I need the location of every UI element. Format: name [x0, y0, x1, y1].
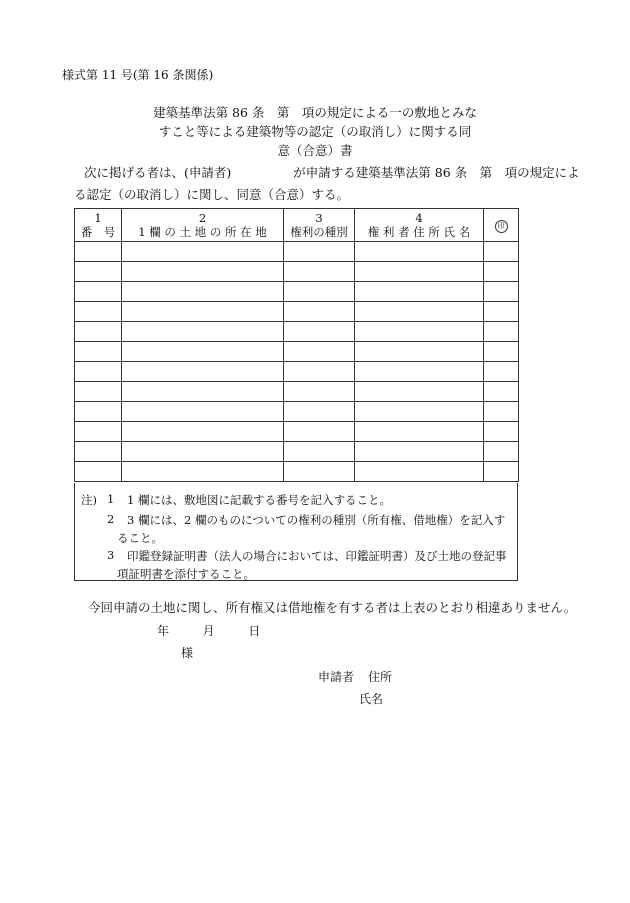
- table-row: [75, 322, 519, 342]
- table-cell[interactable]: [75, 322, 122, 342]
- header-number-num: 1: [94, 211, 102, 225]
- table-cell[interactable]: [284, 242, 355, 262]
- table-header-row: [75, 209, 519, 242]
- addressee-honorific: 様: [181, 646, 194, 660]
- note-3-number: 3: [107, 548, 115, 562]
- table-cell[interactable]: [284, 402, 355, 422]
- name-label: 氏名: [359, 692, 384, 706]
- table-cell[interactable]: [484, 462, 519, 482]
- table-row: [75, 282, 519, 302]
- table-cell[interactable]: [284, 342, 355, 362]
- table-row: [75, 402, 519, 422]
- address-label: 住所: [368, 670, 393, 684]
- table-cell[interactable]: [355, 262, 484, 282]
- table-cell[interactable]: [75, 462, 122, 482]
- table-cell[interactable]: [284, 302, 355, 322]
- table-row: [75, 242, 519, 262]
- table-cell[interactable]: [122, 302, 284, 322]
- date-line: [157, 622, 260, 639]
- header-land-location-num: 2: [198, 211, 207, 225]
- table-cell[interactable]: [284, 282, 355, 302]
- header-number-label: 番 号: [80, 225, 116, 239]
- table-cell[interactable]: [355, 402, 484, 422]
- table-cell[interactable]: [355, 282, 484, 302]
- table-cell[interactable]: [75, 402, 122, 422]
- document-title-line-3: 意（合意）書: [277, 143, 353, 158]
- note-2-continuation: ること。: [117, 531, 163, 545]
- table-cell[interactable]: [355, 302, 484, 322]
- note-1-text: 1 欄には、敷地図に記載する番号を記入すること。: [127, 493, 391, 507]
- table-row: [75, 362, 519, 382]
- table-cell[interactable]: [122, 462, 284, 482]
- note-2-text: 3 欄には、2 欄のものについての権利の種別（所有権、借地権）を記入す: [127, 513, 506, 527]
- note-2-number: 2: [107, 512, 115, 526]
- table-cell[interactable]: [284, 442, 355, 462]
- table-cell[interactable]: [355, 362, 484, 382]
- header-right-type-num: 3: [315, 211, 323, 225]
- note-3-text: 印鑑登録証明書（法人の場合においては、印鑑証明書）及び土地の登記事: [127, 549, 507, 563]
- table-cell[interactable]: [75, 262, 122, 282]
- intro-line-1: [84, 163, 580, 181]
- table-cell[interactable]: [122, 322, 284, 342]
- intro-law-text: が申請する建築基準法第 86 条 第 項の規定によ: [293, 165, 580, 180]
- table-cell[interactable]: [355, 462, 484, 482]
- header-right-holder-label: 権 利 者 住 所 氏 名: [367, 225, 471, 239]
- table-cell[interactable]: [484, 382, 519, 402]
- header-number: [75, 209, 122, 242]
- document-title-line-1: 建築基準法第 86 条 第 項の規定による一の敷地とみな: [153, 105, 477, 120]
- note-1-number: 1: [107, 492, 115, 506]
- table-cell[interactable]: [284, 362, 355, 382]
- notes-box: [74, 483, 518, 581]
- table-cell[interactable]: [484, 242, 519, 262]
- header-land-location: [122, 209, 284, 242]
- table-row: [75, 382, 519, 402]
- table-cell[interactable]: [484, 302, 519, 322]
- table-cell[interactable]: [122, 342, 284, 362]
- table-cell[interactable]: [284, 462, 355, 482]
- seal-icon: 印: [495, 220, 508, 233]
- table-cell[interactable]: [284, 262, 355, 282]
- table-cell[interactable]: [484, 282, 519, 302]
- table-cell[interactable]: [75, 362, 122, 382]
- table-cell[interactable]: [75, 342, 122, 362]
- consent-table: [74, 208, 519, 482]
- document-title-line-2: すこと等による建築物等の認定（の取消し）に関する同: [158, 124, 472, 139]
- intro-applicant-text: 次に掲げる者は、(申請者): [84, 165, 232, 180]
- table-cell[interactable]: [75, 242, 122, 262]
- table-cell[interactable]: [484, 442, 519, 462]
- table-cell[interactable]: [355, 442, 484, 462]
- table-cell[interactable]: [284, 382, 355, 402]
- day-label: 日: [248, 624, 261, 638]
- table-cell[interactable]: [122, 422, 284, 442]
- year-label: 年: [157, 624, 170, 638]
- table-row: [75, 262, 519, 282]
- applicant-line: [318, 668, 392, 685]
- header-right-holder: [355, 209, 484, 242]
- table-cell[interactable]: [284, 422, 355, 442]
- table-cell[interactable]: [75, 422, 122, 442]
- table-cell[interactable]: [484, 262, 519, 282]
- table-cell[interactable]: [484, 422, 519, 442]
- note-3-continuation: 項証明書を添付すること。: [117, 567, 255, 581]
- table-row: [75, 462, 519, 482]
- table-cell[interactable]: [355, 322, 484, 342]
- table-row: [75, 422, 519, 442]
- notes-prefix: 注): [81, 493, 97, 507]
- table-cell[interactable]: [484, 362, 519, 382]
- header-right-holder-num: 4: [415, 211, 423, 225]
- table-cell[interactable]: [75, 282, 122, 302]
- table-cell[interactable]: [122, 282, 284, 302]
- table-cell[interactable]: [484, 322, 519, 342]
- table-cell[interactable]: [484, 342, 519, 362]
- table-cell[interactable]: [284, 322, 355, 342]
- declaration-statement: 今回申請の土地に関し、所有権又は借地権を有する者は上表のとおり相違ありません。: [88, 600, 577, 615]
- table-cell[interactable]: [355, 242, 484, 262]
- month-label: 月: [202, 624, 215, 638]
- table-cell[interactable]: [75, 442, 122, 462]
- table-cell[interactable]: [75, 382, 122, 402]
- header-right-type: [284, 209, 355, 242]
- header-right-type-label: 権利の種別: [290, 225, 348, 239]
- form-number: 様式第 11 号(第 16 条関係): [62, 68, 214, 82]
- table-cell[interactable]: [122, 402, 284, 422]
- table-cell[interactable]: [122, 382, 284, 402]
- table-row: [75, 342, 519, 362]
- table-cell[interactable]: [355, 422, 484, 442]
- applicant-label: 申請者: [318, 670, 355, 684]
- header-land-location-label: 1 欄 の 土 地 の 所 在 地: [138, 225, 267, 239]
- table-cell[interactable]: [122, 442, 284, 462]
- table-row: [75, 302, 519, 322]
- table-row: [75, 442, 519, 462]
- table-cell[interactable]: [484, 402, 519, 422]
- header-seal: [484, 209, 519, 242]
- table-cell[interactable]: [75, 302, 122, 322]
- table-cell[interactable]: [122, 262, 284, 282]
- table-cell[interactable]: [122, 242, 284, 262]
- table-cell[interactable]: [122, 362, 284, 382]
- table-cell[interactable]: [355, 342, 484, 362]
- intro-line-2: る認定（の取消し）に関し、同意（合意）する。: [74, 187, 350, 202]
- table-cell[interactable]: [355, 382, 484, 402]
